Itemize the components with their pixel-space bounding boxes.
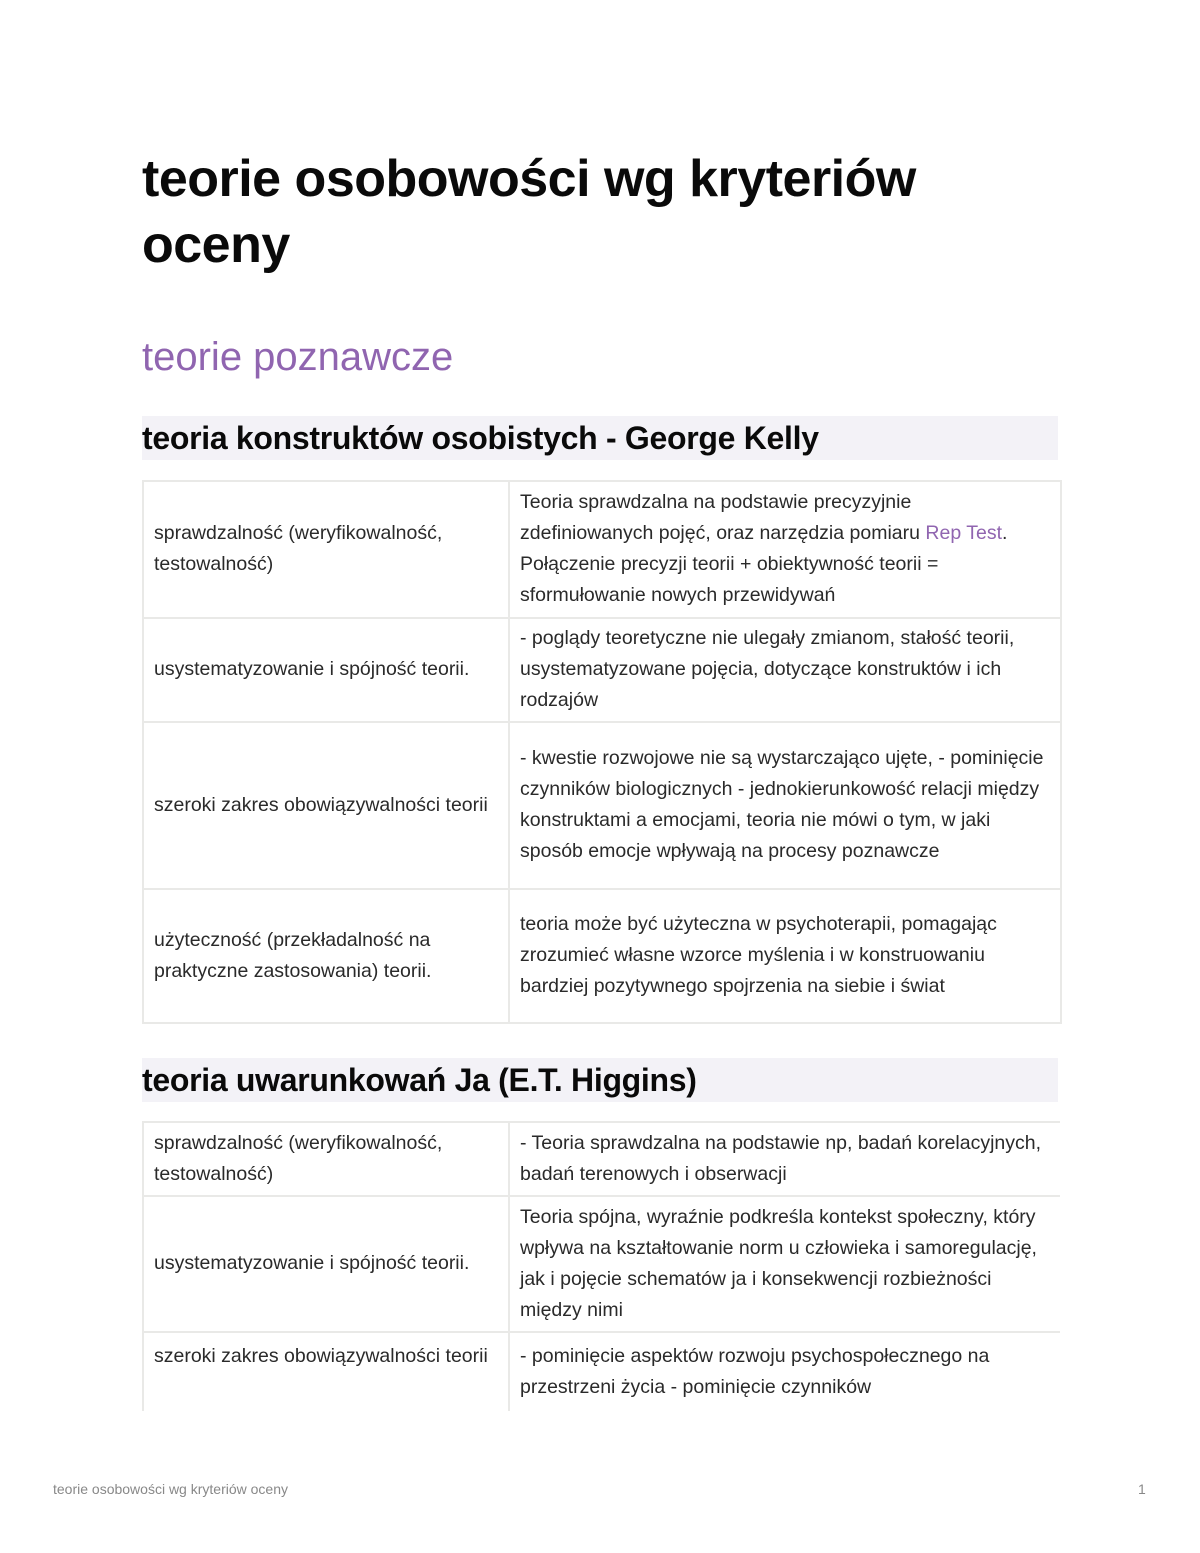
theory-heading-kelly (142, 416, 1058, 460)
evaluation-text: . Połączenie precyzji teorii + obiektywność teorii = sformułowanie nowych przewidywań (520, 522, 1008, 606)
rep-test-link[interactable]: Rep Test (925, 522, 1002, 544)
table-row (143, 722, 1061, 889)
evaluation-cell (509, 481, 1061, 618)
evaluation-text: Teoria sprawdzalna na podstawie precyzyjnie zdefiniowanych pojęć, oraz narzędzia pomiaru (520, 491, 926, 544)
section-heading-cognitive-theories: teorie poznawcze (142, 335, 454, 379)
evaluation-cell: - poglądy teoretyczne nie ulegały zmianom, stałość teorii, usystematyzowane pojęcia, dotyczące konstruktów i ich rodzajów (509, 618, 1061, 722)
table-row (143, 481, 1061, 618)
criterion-cell: sprawdzalność (weryfikowalność, testowalność) (143, 1122, 509, 1196)
table-row (143, 1122, 1060, 1196)
evaluation-cell: Teoria spójna, wyraźnie podkreśla kontekst społeczny, który wpływa na kształtowanie norm u człowieka i samoregulację, jak i pojęcie schematów ja i konsekwencji rozbieżności między nimi (509, 1196, 1060, 1332)
footer-document-title: teorie osobowości wg kryteriów oceny (53, 1481, 288, 1497)
theory-heading-text: teoria konstruktów osobistych - George Kelly (142, 420, 819, 456)
table-row (143, 1196, 1060, 1332)
evaluation-cell: - kwestie rozwojowe nie są wystarczająco ujęte, - pominięcie czynników biologicznych - jednokierunkowość relacji między konstruktami a emocjami, teoria nie mówi o tym, w jaki sposób emocje wpływają na procesy poznawcze (509, 722, 1061, 889)
evaluation-cell: - pominięcie aspektów rozwoju psychospołecznego na przestrzeni życia - pominięcie czynników (509, 1332, 1060, 1411)
theory-heading-text: teoria uwarunkowań Ja (E.T. Higgins) (142, 1062, 697, 1098)
table-row (143, 889, 1061, 1023)
table-row (143, 1332, 1060, 1411)
criteria-table-higgins (142, 1121, 1060, 1411)
criterion-cell: usystematyzowanie i spójność teorii. (143, 618, 509, 722)
criterion-cell: usystematyzowanie i spójność teorii. (143, 1196, 509, 1332)
table-row (143, 618, 1061, 722)
criteria-table-higgins-container (142, 1121, 1060, 1411)
evaluation-cell: teoria może być użyteczna w psychoterapii, pomagając zrozumieć własne wzorce myślenia i w konstruowaniu bardziej pozytywnego spojrzenia na siebie i świat (509, 889, 1061, 1023)
criterion-cell: użyteczność (przekładalność na praktyczne zastosowania) teorii. (143, 889, 509, 1023)
criteria-table-kelly (142, 480, 1062, 1024)
evaluation-cell: - Teoria sprawdzalna na podstawie np, badań korelacyjnych, badań terenowych i obserwacji (509, 1122, 1060, 1196)
theory-heading-higgins (142, 1058, 1058, 1102)
footer-page-number: 1 (1138, 1481, 1146, 1497)
criterion-cell: szeroki zakres obowiązywalności teorii (143, 1332, 509, 1411)
criterion-cell: szeroki zakres obowiązywalności teorii (143, 722, 509, 889)
page-title: teorie osobowości wg kryteriów oceny (142, 150, 916, 274)
criterion-cell: sprawdzalność (weryfikowalność, testowalność) (143, 481, 509, 618)
